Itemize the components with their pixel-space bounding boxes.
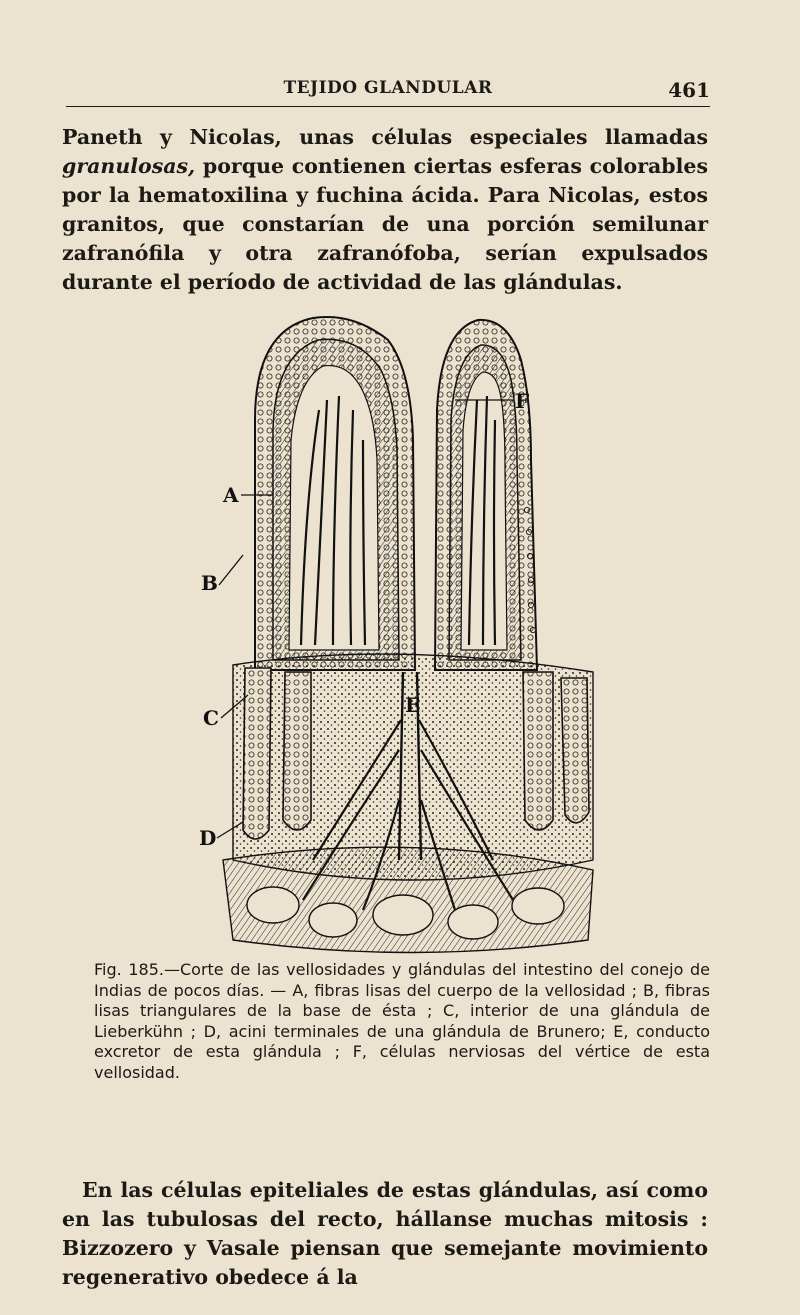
paragraph-1-text-b: porque contienen ciertas esferas colorables por la hematoxilina y fuchina ácida. Para Nicolas, estos granitos, que constarían de una porción semilunar zafranófila y otra zafranófoba, serían expulsados durante el período de actividad de las glándulas. <box>62 154 708 294</box>
villi-gland-engraving <box>193 300 603 960</box>
figure-label-b: B <box>201 571 218 595</box>
running-title: TEJIDO GLANDULAR <box>283 78 493 98</box>
paragraph-1-text-a: Paneth y Nicolas, unas células especiales llamadas <box>62 125 708 149</box>
paragraph-1 <box>62 123 708 297</box>
header-rule <box>66 106 710 107</box>
figure-illustration <box>193 300 603 960</box>
figure-label-c: C <box>203 706 219 730</box>
page-header <box>66 78 710 104</box>
figure-label-e: E <box>405 693 421 717</box>
paragraph-1-italic-term: granulosas, <box>62 154 196 178</box>
figure-caption: Fig. 185.—Corte de las vellosidades y glándulas del intestino del conejo de Indias de pocos días. — A, fibras lisas del cuerpo de la vellosidad ; B, fibras lisas triangulares de la base de ésta ; C, interior de una glándula de Lieberkühn ; D, acini terminales de una glándula de Brunero; E, conducto excretor de esta glándula ; F, células nerviosas del vértice de esta vellosidad. <box>94 960 710 1082</box>
figure-label-f: F <box>515 389 530 413</box>
figure-label-a: A <box>223 483 239 507</box>
paragraph-2: En las células epiteliales de estas glándulas, así como en las tubulosas del recto, hállanse muchas mitosis : Bizzozero y Vasale piensan que semejante movimiento regenerativo obedece á la <box>62 1178 708 1289</box>
page-number: 461 <box>668 78 710 102</box>
figure-label-d: D <box>199 826 217 850</box>
